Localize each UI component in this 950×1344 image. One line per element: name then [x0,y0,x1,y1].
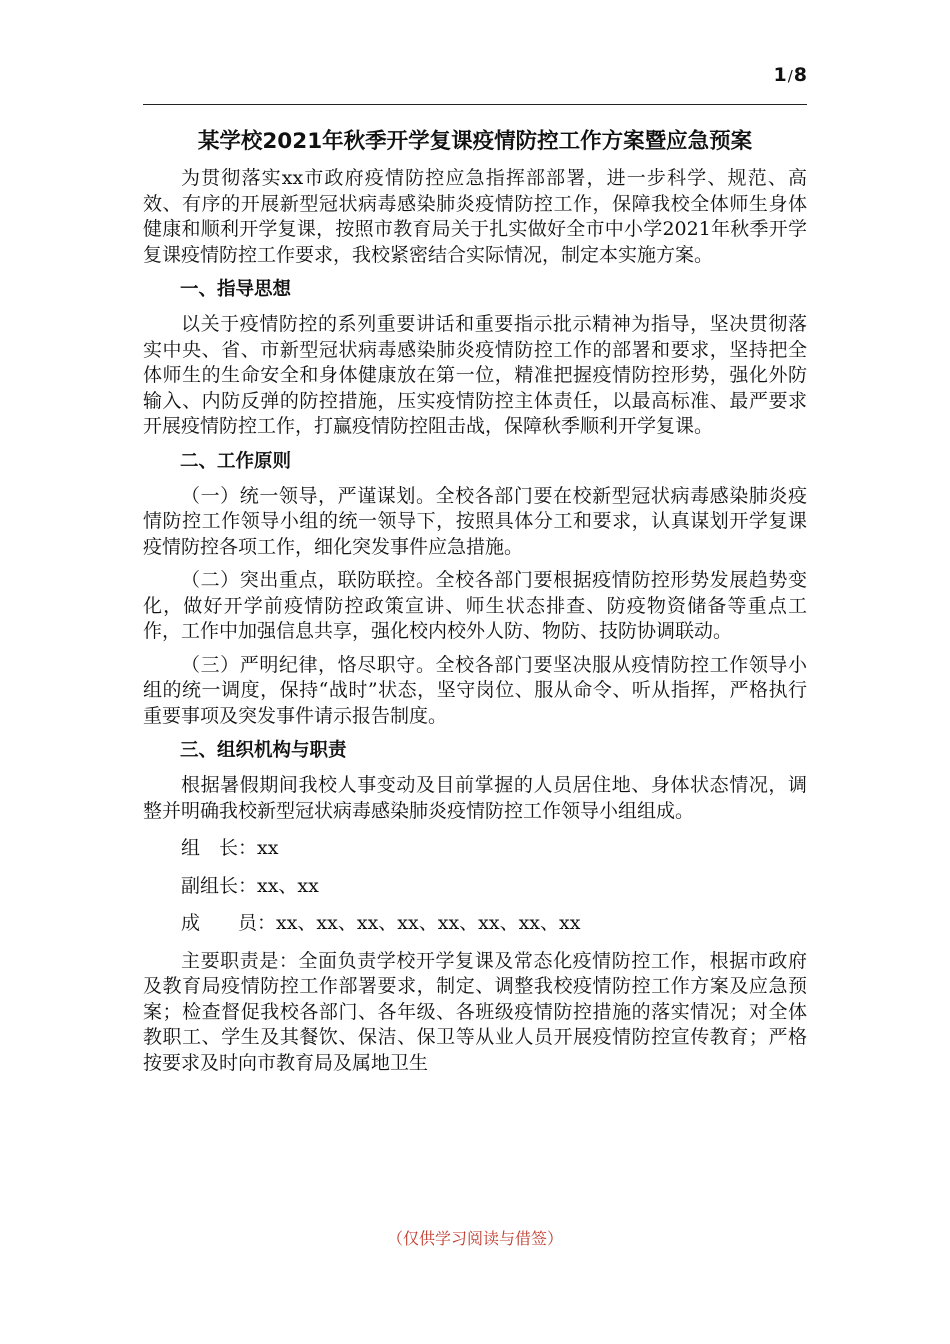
footer-note: （仅供学习阅读与借签） [386,1229,563,1248]
header-divider [143,104,807,105]
intro-paragraph: 为贯彻落实xx市政府疫情防控应急指挥部部署，进一步科学、规范、高效、有序的开展新型冠状病毒感染肺炎疫情防控工作，保障我校全体师生身体健康和顺利开学复课，按照市教育局关于扎实做好全市中小学2021年秋季开学复课疫情防控工作要求，我校紧密结合实际情况，制定本实施方案。 [143,167,807,266]
page-current: 1 [773,64,788,86]
section-heading-work-principles: 二、工作原则 [180,450,292,472]
page-total: 8 [793,64,808,86]
principle-item: （二）突出重点，联防联控。全校各部门要根据疫情防控形势发展趋势变化，做好开学前疫情防控政策宣讲、师生状态排查、防疫物资储备等重点工作，工作中加强信息共享，强化校内校外人防、物防、技防协调联动。 [143,569,807,642]
document-title: 某学校2021年秋季开学复课疫情防控工作方案暨应急预案 [197,129,753,154]
group-leader-line: 组 长：xx [181,837,279,859]
principle-item: （一）统一领导，严谨谋划。全校各部门要在校新型冠状病毒感染肺炎疫情防控工作领导小组的统一领导下，按照具体分工和要求，认真谋划开学复课疫情防控各项工作，细化突发事件应急措施。 [143,484,807,558]
page-number [773,64,808,86]
section-heading-organization: 三、组织机构与职责 [180,740,347,761]
page-separator: / [787,67,794,85]
members-line: 成 员：xx、xx、xx、xx、xx、xx、xx、xx [181,912,581,934]
principle-item: （三）严明纪律，恪尽职守。全校各部门要坚决服从疫情防控工作领导小组的统一调度，保持“战时”状态，坚守岗位、服从命令、听从指挥，严格执行重要事项及突发事件请示报告制度。 [143,653,807,727]
duties-paragraph: 主要职责是：全面负责学校开学复课及常态化疫情防控工作，根据市政府及教育局疫情防控工作部署要求，制定、调整我校疫情防控工作方案及应急预案；检查督促我校各部门、各年级、各班级疫情防控措施的落实情况；对全体教职工、学生及其餐饮、保洁、保卫等从业人员开展疫情防控宣传教育；严格按要求及时向市教育局及属地卫生 [143,949,807,1074]
document-body [143,126,807,1084]
guiding-ideology-paragraph: 以关于疫情防控的系列重要讲话和重要指示批示精神为指导，坚决贯彻落实中央、省、市新型冠状病毒感染肺炎疫情防控工作的部署和要求，坚持把全体师生的生命安全和身体健康放在第一位，精准把握疫情防控形势，强化外防输入、内防反弹的防控措施，压实疫情防控主体责任，以最高标准、最严要求开展疫情防控工作，打赢疫情防控阻击战，保障秋季顺利开学复课。 [143,313,807,437]
organization-paragraph: 根据暑假期间我校人事变动及目前掌握的人员居住地、身体状态情况，调整并明确我校新型冠状病毒感染肺炎疫情防控工作领导小组组成。 [143,774,807,822]
section-heading-guiding-ideology: 一、指导思想 [180,279,292,300]
deputy-leader-line: 副组长：xx、xx [181,874,319,897]
